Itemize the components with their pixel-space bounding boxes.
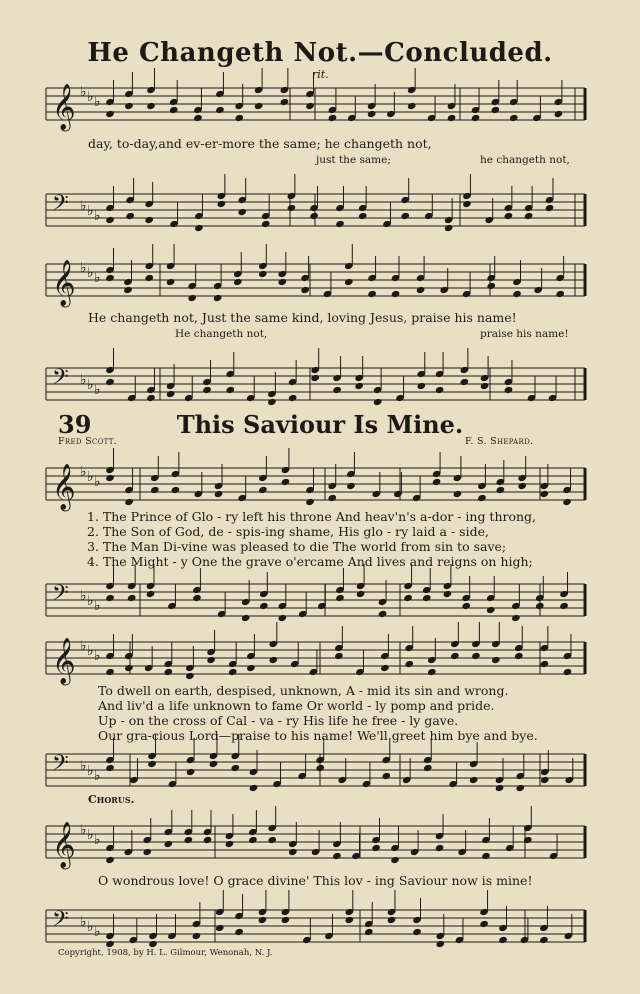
copyright-notice: Copyright, 1908, by H. L. Gilmour, Wenonah, N. J. [58, 948, 273, 958]
svg-text:♭: ♭ [94, 648, 101, 664]
chorus-line: O wondrous love! O grace divine' This lov - ing Saviour now is mine! [98, 873, 533, 888]
svg-text:𝄢: 𝄢 [52, 365, 69, 395]
svg-text:♭: ♭ [87, 827, 94, 843]
lyric-sub-line: he changeth not, [480, 154, 570, 166]
svg-text:𝄢: 𝄢 [52, 581, 69, 611]
verse-line: 1. The Prince of Glo - ry left his throne And heav'n's a-dor - ing throng, [87, 509, 537, 524]
svg-text:♭: ♭ [80, 372, 87, 388]
svg-text:♭: ♭ [94, 832, 101, 848]
verse-line: And liv'd a life unknown to fame Or world - ly pomp and pride. [98, 698, 495, 713]
svg-text:♭: ♭ [87, 377, 94, 393]
lyric-sub-line: He changeth not, [175, 328, 268, 340]
tempo-marking: rit. [312, 68, 329, 81]
svg-text:♭: ♭ [80, 260, 87, 276]
svg-text:♭: ♭ [87, 593, 94, 609]
staff-system-1-treble [40, 82, 585, 128]
svg-text:♭: ♭ [94, 270, 101, 286]
staff-system-2-bass [40, 362, 585, 408]
hymn-title: This Saviour Is Mine. [176, 410, 464, 439]
hymn-title-continued: He Changeth Not.—Concluded. [87, 38, 553, 68]
composer-credit: F. S. Shepard. [465, 436, 534, 447]
staff-system-3-treble [40, 462, 585, 508]
svg-text:♭: ♭ [94, 924, 101, 940]
lyric-line: day, to-day,and ev-er-more the same; he changeth not, [88, 136, 432, 151]
staff-system-1-bass [40, 188, 585, 234]
staff-system-3-bass [40, 578, 585, 624]
lyric-line: He changeth not, Just the same kind, loving Jesus, praise his name! [88, 310, 517, 325]
svg-text:𝄞: 𝄞 [52, 638, 76, 684]
svg-text:𝄞: 𝄞 [52, 260, 76, 306]
svg-text:𝄢: 𝄢 [52, 907, 69, 937]
svg-text:♭: ♭ [94, 768, 101, 784]
staff-system-2-treble [40, 258, 585, 304]
staff-system-5-treble [40, 820, 585, 866]
svg-text:♭: ♭ [87, 919, 94, 935]
chorus-label: Chorus. [88, 793, 135, 806]
svg-text:𝄞: 𝄞 [52, 464, 76, 510]
svg-text:♭: ♭ [80, 638, 87, 654]
verse-line: 3. The Man Di-vine was pleased to die The world from sin to save; [87, 539, 507, 554]
svg-text:♭: ♭ [80, 588, 87, 604]
svg-text:𝄞: 𝄞 [52, 822, 76, 868]
svg-text:♭: ♭ [94, 382, 101, 398]
staff-system-4-treble [40, 636, 585, 682]
svg-text:♭: ♭ [87, 89, 94, 105]
svg-text:♭: ♭ [87, 265, 94, 281]
svg-text:♭: ♭ [94, 94, 101, 110]
svg-text:𝄢: 𝄢 [52, 191, 69, 221]
staff-system-5-bass [40, 904, 585, 950]
verse-line: Up - on the cross of Cal - va - ry His life he free - ly gave. [98, 713, 459, 728]
svg-text:♭: ♭ [87, 203, 94, 219]
svg-text:♭: ♭ [80, 198, 87, 214]
verse-line: Our gra-cious Lord—praise to his name! We'll greet him bye and bye. [98, 728, 538, 743]
verse-line: 2. The Son of God, de - spis-ing shame, His glo - ry laid a - side, [87, 524, 489, 539]
svg-text:♭: ♭ [87, 643, 94, 659]
svg-text:𝄞: 𝄞 [52, 84, 76, 130]
verse-line: 4. The Might - y One the grave o'ercame And lives and reigns on high; [87, 554, 533, 569]
svg-text:♭: ♭ [87, 763, 94, 779]
svg-text:♭: ♭ [87, 469, 94, 485]
svg-text:♭: ♭ [80, 84, 87, 100]
svg-text:♭: ♭ [80, 914, 87, 930]
svg-text:♭: ♭ [80, 758, 87, 774]
lyric-sub-line: just the same; [316, 154, 391, 166]
svg-text:♭: ♭ [94, 474, 101, 490]
staff-system-4-bass [40, 748, 585, 794]
lyric-sub-line: praise his name! [480, 328, 569, 340]
svg-text:♭: ♭ [94, 208, 101, 224]
svg-text:♭: ♭ [80, 822, 87, 838]
verse-line: To dwell on earth, despised, unknown, A - mid its sin and wrong. [98, 683, 509, 698]
lyricist-credit: Fred Scott. [58, 436, 117, 447]
svg-text:♭: ♭ [80, 464, 87, 480]
svg-text:♭: ♭ [94, 598, 101, 614]
svg-text:𝄢: 𝄢 [52, 751, 69, 781]
hymn-number: 39 [58, 410, 92, 439]
